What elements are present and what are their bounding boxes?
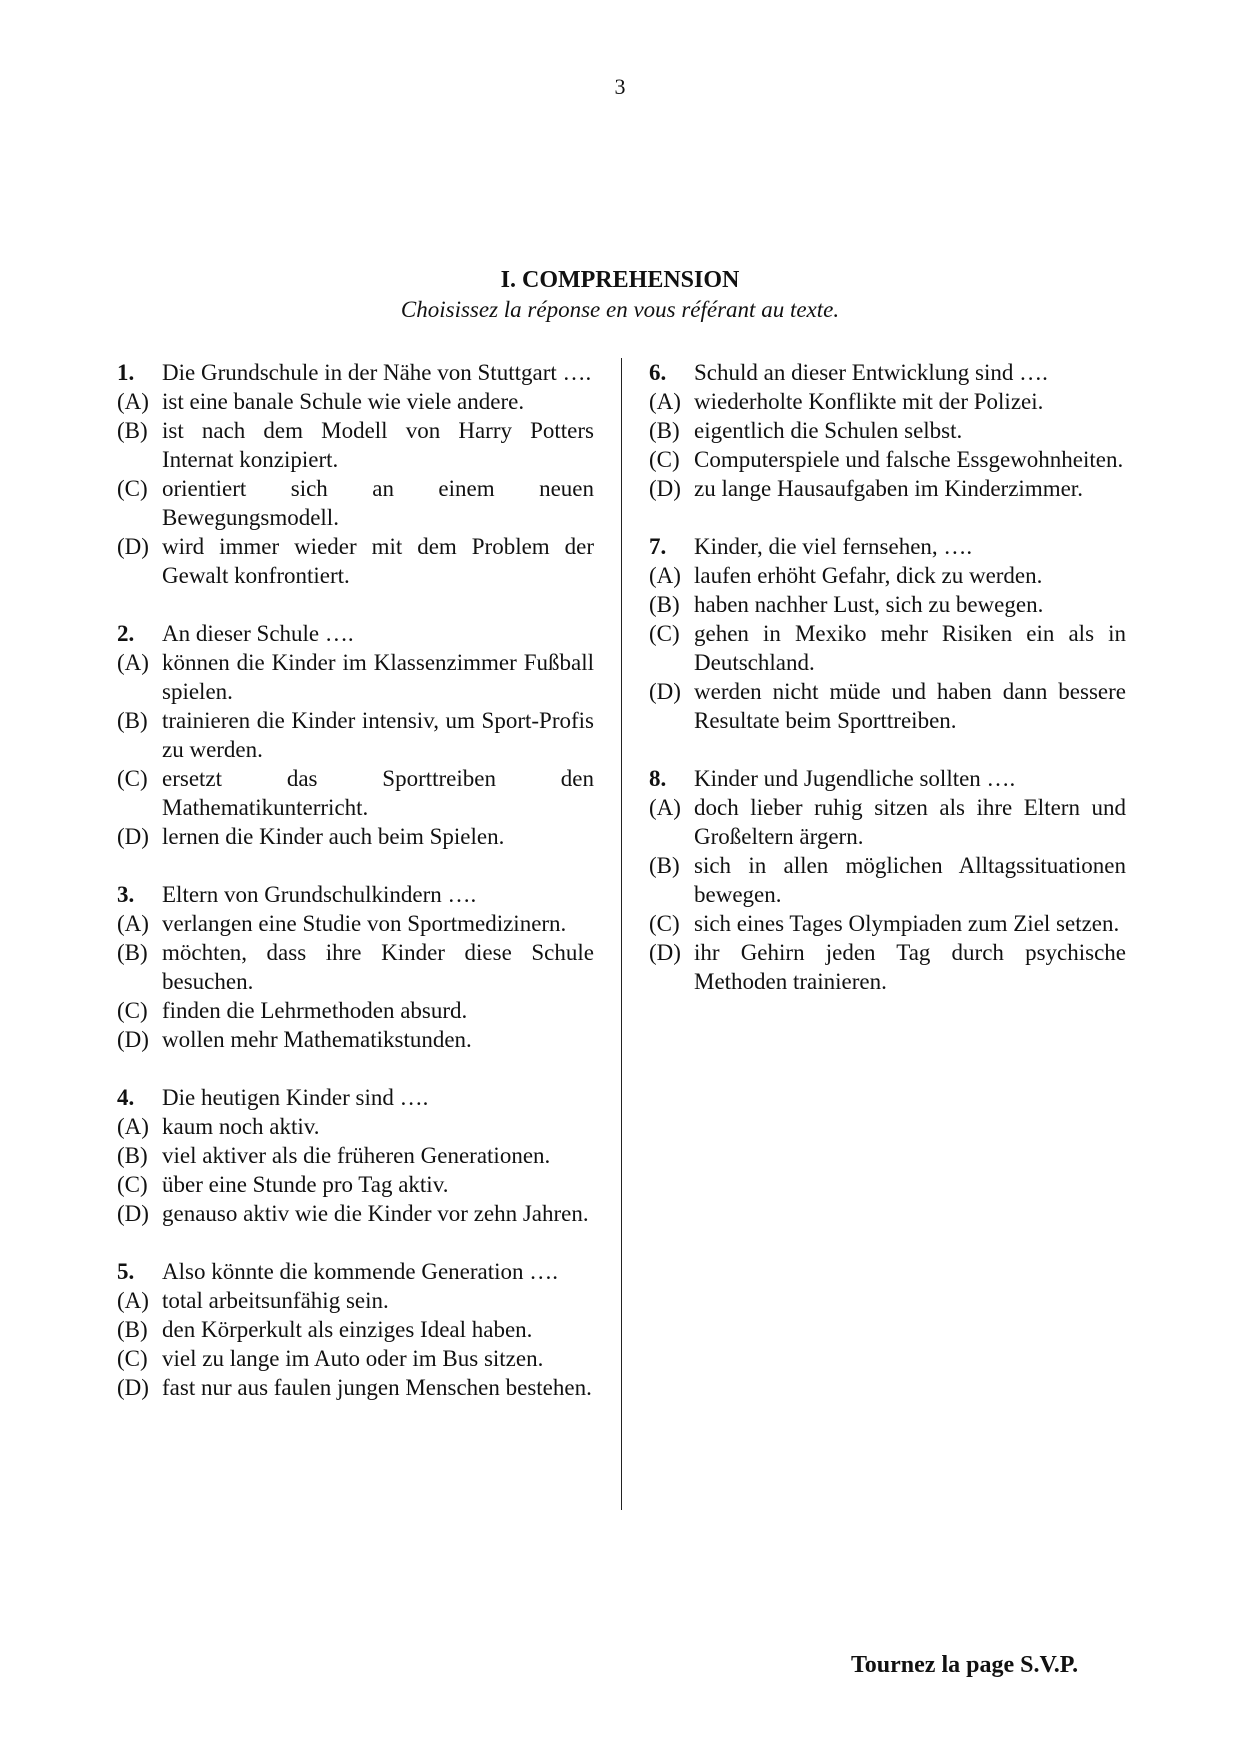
option-label: (D) — [117, 1201, 149, 1226]
section-title: I. COMPREHENSION — [500, 267, 740, 293]
answer-option — [649, 619, 1126, 677]
question-number: 4. — [117, 1085, 135, 1110]
option-text: viel zu lange im Auto oder im Bus sitzen. — [162, 1346, 544, 1371]
answer-option — [117, 822, 594, 851]
option-text: über eine Stunde pro Tag aktiv. — [162, 1172, 449, 1197]
question-stem-row — [117, 619, 594, 648]
question-4 — [117, 1083, 594, 1228]
answer-option — [117, 416, 594, 474]
option-label: (D) — [649, 679, 681, 704]
answer-option — [117, 996, 594, 1025]
option-label: (C) — [649, 621, 680, 646]
question-5 — [117, 1257, 594, 1402]
option-label: (D) — [649, 476, 681, 501]
right-column — [649, 358, 1126, 1025]
question-number: 1. — [117, 360, 135, 385]
answer-option — [649, 793, 1126, 851]
answer-option — [117, 1344, 594, 1373]
question-stem: Schuld an dieser Entwicklung sind …. — [694, 360, 1048, 385]
question-stem-row — [649, 764, 1126, 793]
option-label: (A) — [117, 911, 149, 936]
option-label: (B) — [649, 592, 680, 617]
option-text: orientiert sich an einem neuen Bewegungsmodell. — [162, 476, 594, 530]
answer-option — [117, 1315, 594, 1344]
answer-option — [117, 1373, 594, 1402]
option-text: doch lieber ruhig sitzen als ihre Eltern und Großeltern ärgern. — [694, 795, 1126, 849]
option-label: (D) — [117, 1375, 149, 1400]
answer-option — [117, 387, 594, 416]
answer-option — [649, 561, 1126, 590]
option-text: eigentlich die Schulen selbst. — [694, 418, 963, 443]
left-column — [117, 358, 594, 1431]
question-number: 2. — [117, 621, 135, 646]
option-text: laufen erhöht Gefahr, dick zu werden. — [694, 563, 1043, 588]
answer-option — [117, 764, 594, 822]
option-text: lernen die Kinder auch beim Spielen. — [162, 824, 505, 849]
option-text: sich in allen möglichen Alltagssituationen bewegen. — [694, 853, 1126, 907]
answer-option — [117, 1199, 594, 1228]
option-text: ersetzt das Sporttreiben den Mathematikunterricht. — [162, 766, 594, 820]
option-text: fast nur aus faulen jungen Menschen bestehen. — [162, 1375, 592, 1400]
answer-option — [649, 938, 1126, 996]
answer-option — [649, 416, 1126, 445]
answer-option — [117, 1112, 594, 1141]
option-label: (D) — [117, 1027, 149, 1052]
option-label: (D) — [649, 940, 681, 965]
option-label: (C) — [649, 911, 680, 936]
question-stem-row — [117, 1257, 594, 1286]
option-text: finden die Lehrmethoden absurd. — [162, 998, 468, 1023]
option-label: (C) — [117, 766, 148, 791]
option-label: (B) — [117, 940, 148, 965]
section-subtitle: Choisissez la réponse en vous référant au texte. — [400, 297, 840, 322]
option-label: (A) — [649, 389, 681, 414]
option-text: viel aktiver als die früheren Generationen. — [162, 1143, 551, 1168]
option-text: wollen mehr Mathematikstunden. — [162, 1027, 472, 1052]
option-label: (A) — [649, 795, 681, 820]
answer-option — [649, 590, 1126, 619]
answer-option — [117, 938, 594, 996]
option-label: (A) — [117, 389, 149, 414]
question-stem: Eltern von Grundschulkindern …. — [162, 882, 477, 907]
answer-option — [117, 474, 594, 532]
option-label: (A) — [117, 1288, 149, 1313]
answer-option — [649, 851, 1126, 909]
option-label: (D) — [117, 824, 149, 849]
question-number: 8. — [649, 766, 667, 791]
option-text: wiederholte Konflikte mit der Polizei. — [694, 389, 1044, 414]
answer-option — [117, 532, 594, 590]
question-number: 3. — [117, 882, 135, 907]
question-number: 7. — [649, 534, 667, 559]
option-text: können die Kinder im Klassenzimmer Fußball spielen. — [162, 650, 594, 704]
answer-option — [117, 1141, 594, 1170]
question-3 — [117, 880, 594, 1054]
question-number: 5. — [117, 1259, 135, 1284]
answer-option — [649, 474, 1126, 503]
option-label: (A) — [649, 563, 681, 588]
answer-option — [649, 909, 1126, 938]
question-2 — [117, 619, 594, 851]
question-7 — [649, 532, 1126, 735]
question-stem-row — [649, 358, 1126, 387]
option-text: gehen in Mexiko mehr Risiken ein als in Deutschland. — [694, 621, 1126, 675]
option-text: ist nach dem Modell von Harry Potters Internat konzipiert. — [162, 418, 594, 472]
question-number: 6. — [649, 360, 667, 385]
option-label: (A) — [117, 1114, 149, 1139]
section-header — [0, 266, 1240, 324]
answer-option — [117, 1286, 594, 1315]
option-label: (C) — [649, 447, 680, 472]
answer-option — [117, 1170, 594, 1199]
option-text: werden nicht müde und haben dann bessere Resultate beim Sporttreiben. — [694, 679, 1126, 733]
option-text: genauso aktiv wie die Kinder vor zehn Jahren. — [162, 1201, 589, 1226]
page-number: 3 — [614, 74, 626, 99]
answer-option — [117, 1025, 594, 1054]
option-label: (C) — [117, 998, 148, 1023]
answer-option — [649, 387, 1126, 416]
footer-note: Tournez la page S.V.P. — [851, 1652, 1079, 1678]
option-label: (B) — [117, 1143, 148, 1168]
option-text: wird immer wieder mit dem Problem der Gewalt konfrontiert. — [162, 534, 594, 588]
question-stem: Die heutigen Kinder sind …. — [162, 1085, 429, 1110]
question-stem: An dieser Schule …. — [162, 621, 354, 646]
option-text: den Körperkult als einziges Ideal haben. — [162, 1317, 533, 1342]
option-text: haben nachher Lust, sich zu bewegen. — [694, 592, 1044, 617]
option-text: sich eines Tages Olympiaden zum Ziel setzen. — [694, 911, 1120, 936]
column-divider — [621, 358, 622, 1510]
option-text: kaum noch aktiv. — [162, 1114, 320, 1139]
answer-option — [117, 648, 594, 706]
option-label: (C) — [117, 476, 148, 501]
answer-option — [649, 445, 1126, 474]
question-stem: Kinder, die viel fernsehen, …. — [694, 534, 973, 559]
question-stem-row — [649, 532, 1126, 561]
option-label: (B) — [117, 1317, 148, 1342]
option-text: Computerspiele und falsche Essgewohnheiten. — [694, 447, 1124, 472]
option-label: (B) — [649, 853, 680, 878]
question-stem-row — [117, 1083, 594, 1112]
option-text: verlangen eine Studie von Sportmedizinern. — [162, 911, 567, 936]
question-8 — [649, 764, 1126, 996]
answer-option — [117, 909, 594, 938]
option-label: (C) — [117, 1172, 148, 1197]
option-label: (A) — [117, 650, 149, 675]
question-stem-row — [117, 358, 594, 387]
question-stem: Die Grundschule in der Nähe von Stuttgart …. — [162, 360, 592, 385]
option-label: (B) — [117, 418, 148, 443]
question-stem-row — [117, 880, 594, 909]
question-1 — [117, 358, 594, 590]
option-text: trainieren die Kinder intensiv, um Sport-Profis zu werden. — [162, 708, 594, 762]
option-label: (D) — [117, 534, 149, 559]
question-stem: Also könnte die kommende Generation …. — [162, 1259, 559, 1284]
question-stem: Kinder und Jugendliche sollten …. — [694, 766, 1016, 791]
option-text: ist eine banale Schule wie viele andere. — [162, 389, 525, 414]
option-label: (C) — [117, 1346, 148, 1371]
option-text: zu lange Hausaufgaben im Kinderzimmer. — [694, 476, 1083, 501]
option-text: total arbeitsunfähig sein. — [162, 1288, 389, 1313]
option-label: (B) — [117, 708, 148, 733]
answer-option — [649, 677, 1126, 735]
option-label: (B) — [649, 418, 680, 443]
option-text: ihr Gehirn jeden Tag durch psychische Methoden trainieren. — [694, 940, 1126, 994]
option-text: möchten, dass ihre Kinder diese Schule besuchen. — [162, 940, 594, 994]
answer-option — [117, 706, 594, 764]
question-6 — [649, 358, 1126, 503]
